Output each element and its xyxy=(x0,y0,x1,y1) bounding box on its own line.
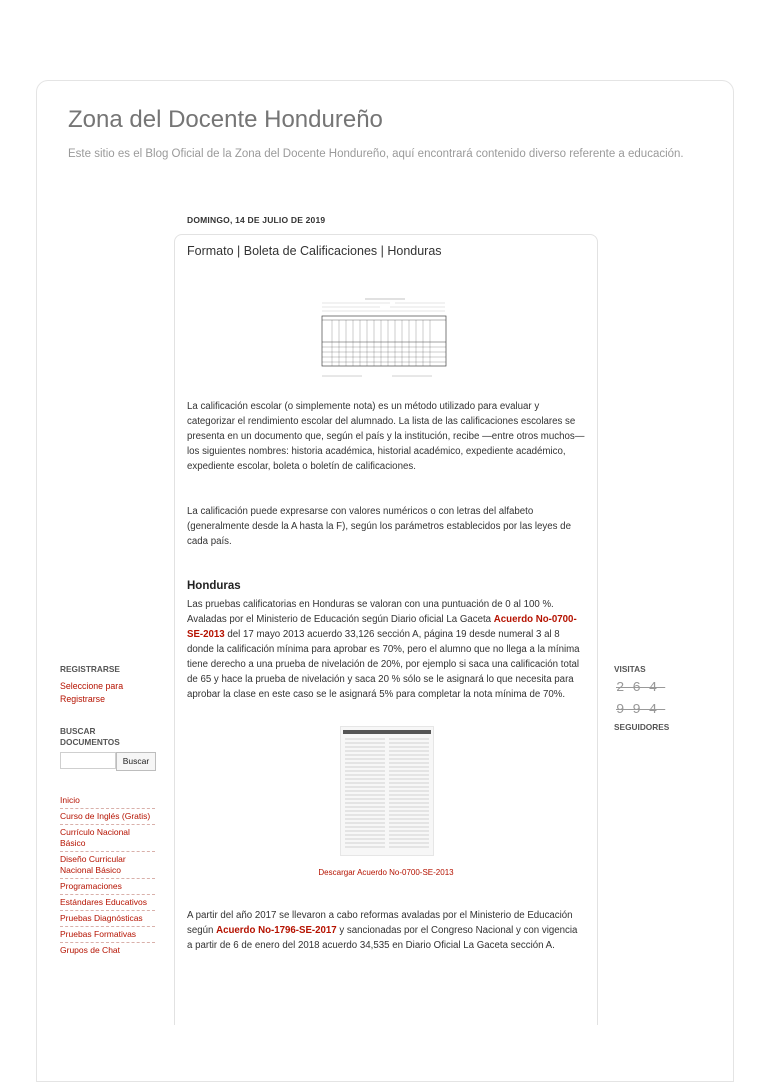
visit-counter-row-2: 994 xyxy=(616,702,666,718)
acuerdo-document-image[interactable] xyxy=(340,726,434,856)
visits-heading: VISITAS xyxy=(614,664,646,674)
sidebar-nav xyxy=(60,793,155,958)
site-title[interactable]: Zona del Docente Hondureño xyxy=(68,106,383,133)
post-date: DOMINGO, 14 DE JULIO DE 2019 xyxy=(187,215,326,225)
search-heading: BUSCAR DOCUMENTOS xyxy=(60,726,120,747)
nav-item-estandares[interactable]: Estándares Educativos xyxy=(60,895,155,911)
honduras-heading: Honduras xyxy=(187,580,241,592)
followers-heading: SEGUIDORES xyxy=(614,722,670,732)
search-button[interactable]: Buscar xyxy=(116,752,156,771)
nav-item-diseno-curricular[interactable]: Diseño Curricular Nacional Básico xyxy=(60,852,155,879)
nav-item-inicio[interactable]: Inicio xyxy=(60,793,155,809)
paragraph-1: La calificación escolar (o simplemente nota) es un método utilizado para evaluar y categorizar el rendimiento escolar del alumnado. La lista de las calificaciones escolares se presenta en un documento que, según el país y la institución, recibe —entre otros muchos— los siguientes nombres: historia académica, historial académico, expediente académico, expediente escolar, boleta o boletín de calificaciones. xyxy=(187,401,585,472)
site-description: Este sitio es el Blog Oficial de la Zona del Docente Hondureño, aquí encontrará contenido diverso referente a educación. xyxy=(68,148,684,160)
visit-counter-row-1: 264 xyxy=(616,680,666,696)
nav-item-grupos-chat[interactable]: Grupos de Chat xyxy=(60,945,121,955)
nav-item-pruebas-formativas[interactable]: Pruebas Formativas xyxy=(60,927,155,943)
nav-item-curriculo[interactable]: Currículo Nacional Básico xyxy=(60,825,155,852)
paragraph-3: Las pruebas calificatorias en Honduras se valoran con una puntuación de 0 al 100 %. Avaladas por el Ministerio de Educación según Diario oficial La Gaceta Acuerdo No-0700-SE-2013 del 17 mayo 2013 acuerdo 33,126 sección A, página 19 desde numeral 3 al 8 donde la calificación mínima para aprobar es 70%, pero el alumno que no llega a la mínima tiene derecho a una prueba de nivelación de 20%, por ejemplo si saca una calificación total de 65 y hace la prueba de nivelación y saca 20 % sólo se le asignará lo que necesita para aprobar la clase en este caso se le asignará 5% para completar la nota mínima de 70%. xyxy=(187,599,580,700)
download-caption-link[interactable]: Descargar Acuerdo No-0700-SE-2013 xyxy=(318,868,454,877)
paragraph-4: A partir del año 2017 se llevaron a cabo reformas avaladas por el Ministerio de Educación según Acuerdo No-1796-SE-2017 y sancionadas por el Congreso Nacional y con vigencia a partir de 6 de enero del 2018 acuerdo 34,535 en Diario Oficial La Gaceta sección A. xyxy=(187,910,578,951)
register-link[interactable]: Seleccione para Registrarse xyxy=(60,681,124,704)
acuerdo-1796-link[interactable]: Acuerdo No-1796-SE-2017 xyxy=(216,925,337,936)
nav-item-curso-ingles[interactable]: Curso de Inglés (Gratis) xyxy=(60,809,155,825)
nav-item-programaciones[interactable]: Programaciones xyxy=(60,879,155,895)
register-heading: REGISTRARSE xyxy=(60,664,120,674)
acuerdo-0700-link[interactable]: Acuerdo No-0700-SE-2013 xyxy=(187,614,577,640)
paragraph-2: La calificación puede expresarse con valores numéricos o con letras del alfabeto (generalmente desde la A hasta la F), según los parámetros establecidos por las leyes de cada país. xyxy=(187,506,571,547)
post-title[interactable]: Formato | Boleta de Calificaciones | Honduras xyxy=(187,244,442,258)
search-input[interactable] xyxy=(60,752,116,769)
report-card-image[interactable] xyxy=(320,296,450,382)
nav-item-pruebas-diagnosticas[interactable]: Pruebas Diagnósticas xyxy=(60,911,155,927)
